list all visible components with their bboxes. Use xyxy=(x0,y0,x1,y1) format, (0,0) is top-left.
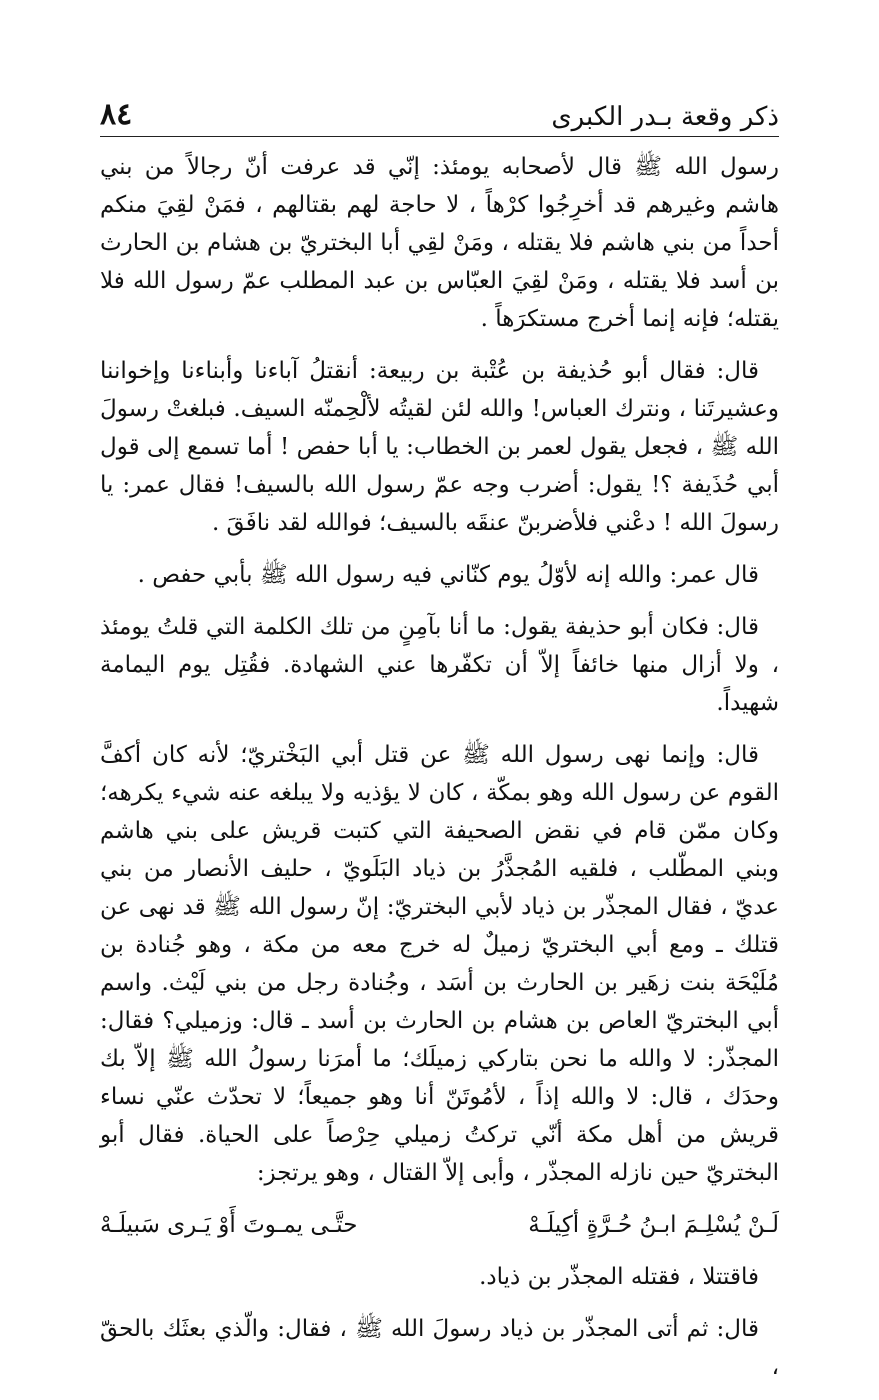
page-number: ٨٤ xyxy=(100,97,133,132)
paragraph: قال: فكان أبو حذيفة يقول: ما أنا بآمِنٍ من تلك الكلمة التي قلتُ يومئذ ، ولا أزال منها خائفاً إلاّ أن تكفّرها عني الشهادة. فقُتِل يوم اليمامة شهيداً. xyxy=(100,614,779,716)
page-header xyxy=(100,92,779,137)
poetry-verse xyxy=(100,1206,779,1244)
paragraph: قال عمر: والله إنه لأوّلُ يوم كنّاني فيه رسول الله ﷺ بأبي حفص . xyxy=(137,562,759,588)
running-title: ذكر وقعة بـدر الكبرى xyxy=(551,102,779,132)
paragraph: قال: فقال أبو حُذيفة بن عُتْبة بن ربيعة: أنقتلُ آباءنا وأبناءنا وإخواننا وعشيرتَنا ، ونترك العباس! والله لئن لقيتُه لألْحِمنّه السيف. فبلغتْ رسولَ الله ﷺ ، فجعل يقول لعمر بن الخطاب: يا أبا حفص ! أما تسمع إلى قول أبي حُذَيفة ؟! يقول: أضرب وجه عمّ رسول الله بالسيف! فقال عمر: يا رسولَ الله ! دعْني فلأضربنّ عنقَه بالسيف؛ فوالله لقد نافَقَ . xyxy=(100,358,779,536)
verse-second-hemistich: حتَّـى يمـوتَ أَوْ يَـرى سَبيلَـهْ xyxy=(100,1212,358,1238)
paragraph-last: قال: ثم أتى المجذّر بن ذياد رسولَ الله ﷺ ، فقال: والّذي بعثَك بالحقّ ، xyxy=(100,1316,779,1380)
page-body xyxy=(100,148,779,1400)
paragraph-after-verse: فاقتتلا ، فقتله المجذّر بن ذياد. xyxy=(479,1264,759,1290)
paragraph: قال: وإنما نهى رسول الله ﷺ عن قتل أبي البَخْتريّ؛ لأنه كان أكفَّ القوم عن رسول الله وهو بمكّة ، كان لا يؤذيه ولا يبلغه عنه شيء يكرهه؛ وكان ممّن قام في نقض الصحيفة التي كتبت قريش على بني هاشم وبني المطّلب ، فلقيه المُجذَّرُ بن ذياد البَلَويّ ، حليف الأنصار من بني عديّ ، فقال المجذّر بن ذياد لأبي البختريّ: إنّ رسول الله ﷺ قد نهى عن قتلك ـ ومع أبي البختريّ زميلٌ له خرج معه من مكة ، وهو جُنادة بن مُلَيْحَة بنت زهَير بن الحارث بن أسَد ، وجُنادة رجل من بني لَيْث. واسم أبي البختريّ العاص بن هشام بن الحارث بن أسد ـ قال: وزميلي؟ فقال: المجذّر: لا والله ما نحن بتاركي زميلَك؛ ما أمرَنا رسولُ الله ﷺ إلاّ بك وحدَك ، قال: لا والله إذاً ، لأمُوتَنّ أنا وهو جميعاً؛ لا تحدّث عنّي نساء قريش من أهل مكة أنّي تركتُ زميلي حِرْصاً على الحياة. فقال أبو البختريّ حين نازله المجذّر ، وأبى إلاّ القتال ، وهو يرتجز: xyxy=(100,742,779,1186)
paragraph: رسول الله ﷺ قال لأصحابه يومئذ: إنّي قد عرفت أنّ رجالاً من بني هاشم وغيرهم قد أخرِجُوا كرْهاً ، لا حاجة لهم بقتالهم ، فمَنْ لقِيَ منكم أحداً من بني هاشم فلا يقتله ، ومَنْ لقِي أبا البختريّ بن هشام بن الحارث بن أسد فلا يقتله ، ومَنْ لقِيَ العبّاس بن عبد المطلب عمّ رسول الله فلا يقتله؛ فإنه إنما أخرج مستكرَهاً . xyxy=(100,154,779,332)
verse-first-hemistich: لَـنْ يُسْلِـمَ ابـنُ حُـرَّةٍ أكِيلَـهْ xyxy=(528,1212,779,1238)
